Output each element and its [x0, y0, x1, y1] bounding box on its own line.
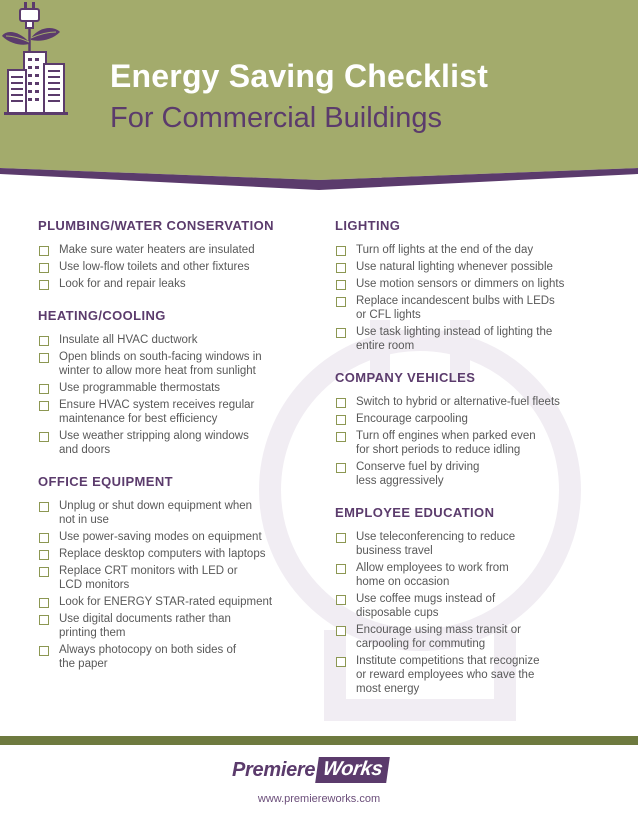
checklist-item-text: Allow employees to work from home on occasion: [356, 562, 509, 588]
checkbox[interactable]: [39, 401, 49, 411]
checkbox[interactable]: [39, 615, 49, 625]
checkbox[interactable]: [39, 432, 49, 442]
checklist-item-text: Replace desktop computers with laptops: [59, 548, 266, 560]
checklist-item: [38, 643, 308, 671]
checklist-item-text: Use teleconferencing to reduce business travel: [356, 531, 516, 557]
checklist-item-text: Institute competitions that recognize or reward employees who save the most energy: [356, 655, 540, 695]
checklist-item-text: Use low-flow toilets and other fixtures: [59, 261, 250, 273]
checklist-item-text: Turn off lights at the end of the day: [356, 244, 534, 256]
checkbox[interactable]: [336, 626, 346, 636]
checklist-item-text: Replace CRT monitors with LED or LCD monitors: [59, 565, 238, 591]
checkbox[interactable]: [39, 567, 49, 577]
checklist-section: [335, 505, 605, 696]
checkbox[interactable]: [39, 246, 49, 256]
checklist-item: [335, 460, 605, 488]
checklist-item-text: Insulate all HVAC ductwork: [59, 334, 198, 346]
left-column: [38, 218, 308, 688]
page-subtitle: For Commercial Buildings: [110, 102, 442, 134]
checkbox[interactable]: [39, 598, 49, 608]
brand-logo[interactable]: [232, 757, 388, 787]
checklist-item: [335, 623, 605, 651]
checklist-item-text: Ensure HVAC system receives regular maintenance for best efficiency: [59, 399, 255, 425]
checklist-item: [38, 398, 308, 426]
checklist-item-text: Use weather stripping along windows and doors: [59, 430, 249, 456]
checklist-item-text: Use programmable thermostats: [59, 382, 221, 394]
checkbox[interactable]: [336, 463, 346, 473]
checklist-item-text: Encourage using mass transit or carpooling for commuting: [356, 624, 521, 650]
header-background: [0, 0, 638, 192]
checklist-item: [335, 294, 605, 322]
checklist-item-text: Look for ENERGY STAR-rated equipment: [59, 596, 273, 608]
brand-name-part2: Works: [315, 757, 390, 783]
checklist-item: [38, 243, 308, 257]
checklist-item: [335, 243, 605, 257]
checklist-section: [38, 218, 308, 291]
checklist-item: [38, 429, 308, 457]
checklist-item-text: Use motion sensors or dimmers on lights: [356, 278, 565, 290]
checkbox[interactable]: [39, 280, 49, 290]
checkbox[interactable]: [336, 328, 346, 338]
checkbox[interactable]: [39, 384, 49, 394]
checklist-item-text: Make sure water heaters are insulated: [59, 244, 255, 256]
section-title: PLUMBING/WATER CONSERVATION: [38, 218, 274, 233]
checklist-item-text: Open blinds on south-facing windows in winter to allow more heat from sunlight: [59, 351, 262, 377]
checkbox[interactable]: [39, 336, 49, 346]
section-title: HEATING/COOLING: [38, 308, 166, 323]
checkbox[interactable]: [336, 398, 346, 408]
checklist-item: [38, 333, 308, 347]
section-title: LIGHTING: [335, 218, 401, 233]
checklist-item: [38, 260, 308, 274]
checklist-item-text: Look for and repair leaks: [59, 278, 186, 290]
checkbox[interactable]: [336, 533, 346, 543]
checklist-item: [335, 260, 605, 274]
checklist-item-text: Use power-saving modes on equipment: [59, 531, 262, 543]
checklist-section: [38, 474, 308, 671]
checklist-item-text: Use coffee mugs instead of disposable cups: [356, 593, 496, 619]
checklist-item: [335, 654, 605, 696]
checklist-item: [38, 350, 308, 378]
checkbox[interactable]: [336, 280, 346, 290]
checklist-item-text: Conserve fuel by driving less aggressively: [356, 461, 480, 487]
checklist-item: [335, 277, 605, 291]
checklist-item-text: Replace incandescent bulbs with LEDs or CFL lights: [356, 295, 555, 321]
checklist-section: [335, 370, 605, 488]
checklist-item: [38, 530, 308, 544]
checkbox[interactable]: [39, 263, 49, 273]
checkbox[interactable]: [336, 263, 346, 273]
right-column: [335, 218, 605, 713]
checklist-item-text: Always photocopy on both sides of the paper: [59, 644, 237, 670]
checklist-item: [38, 547, 308, 561]
checkbox[interactable]: [39, 646, 49, 656]
section-title: OFFICE EQUIPMENT: [38, 474, 173, 489]
checkbox[interactable]: [39, 533, 49, 543]
checklist-item-text: Use task lighting instead of lighting the entire room: [356, 326, 553, 352]
checklist-item: [335, 412, 605, 426]
checklist-item: [335, 429, 605, 457]
checkbox[interactable]: [39, 353, 49, 363]
header-banner: [0, 0, 638, 192]
website-link[interactable]: www.premiereworks.com: [257, 793, 381, 805]
checklist-item-text: Use natural lighting whenever possible: [356, 261, 553, 273]
checklist-item: [38, 564, 308, 592]
checkbox[interactable]: [336, 246, 346, 256]
checklist-section: [38, 308, 308, 457]
checklist-item-text: Use digital documents rather than printing them: [59, 613, 231, 639]
checklist-item: [38, 595, 308, 609]
checklist-item-text: Encourage carpooling: [356, 413, 468, 425]
checklist-item: [38, 277, 308, 291]
footer-divider: [0, 736, 638, 745]
section-title: EMPLOYEE EDUCATION: [335, 505, 495, 520]
checkbox[interactable]: [39, 502, 49, 512]
checklist-section: [335, 218, 605, 353]
checkbox[interactable]: [336, 415, 346, 425]
section-title: COMPANY VEHICLES: [335, 370, 476, 385]
checklist-item-text: Turn off engines when parked even for short periods to reduce idling: [356, 430, 536, 456]
checklist-item: [335, 592, 605, 620]
brand-name-part1: Premiere: [232, 758, 316, 781]
checklist-item: [335, 325, 605, 353]
checklist-item: [38, 499, 308, 527]
checkbox[interactable]: [39, 550, 49, 560]
checkbox[interactable]: [336, 432, 346, 442]
checkbox[interactable]: [336, 297, 346, 307]
plug-building-icon: [0, 0, 80, 118]
checkbox[interactable]: [336, 564, 346, 574]
page-title: Energy Saving Checklist: [110, 58, 489, 94]
checklist-item-text: Switch to hybrid or alternative-fuel fleets: [356, 396, 560, 408]
checkbox[interactable]: [336, 657, 346, 667]
checklist-item: [335, 395, 605, 409]
checkbox[interactable]: [336, 595, 346, 605]
checklist-item: [38, 381, 308, 395]
checklist-item: [38, 612, 308, 640]
checklist-item: [335, 561, 605, 589]
checklist-item-text: Unplug or shut down equipment when not in use: [59, 500, 253, 526]
checklist-item: [335, 530, 605, 558]
